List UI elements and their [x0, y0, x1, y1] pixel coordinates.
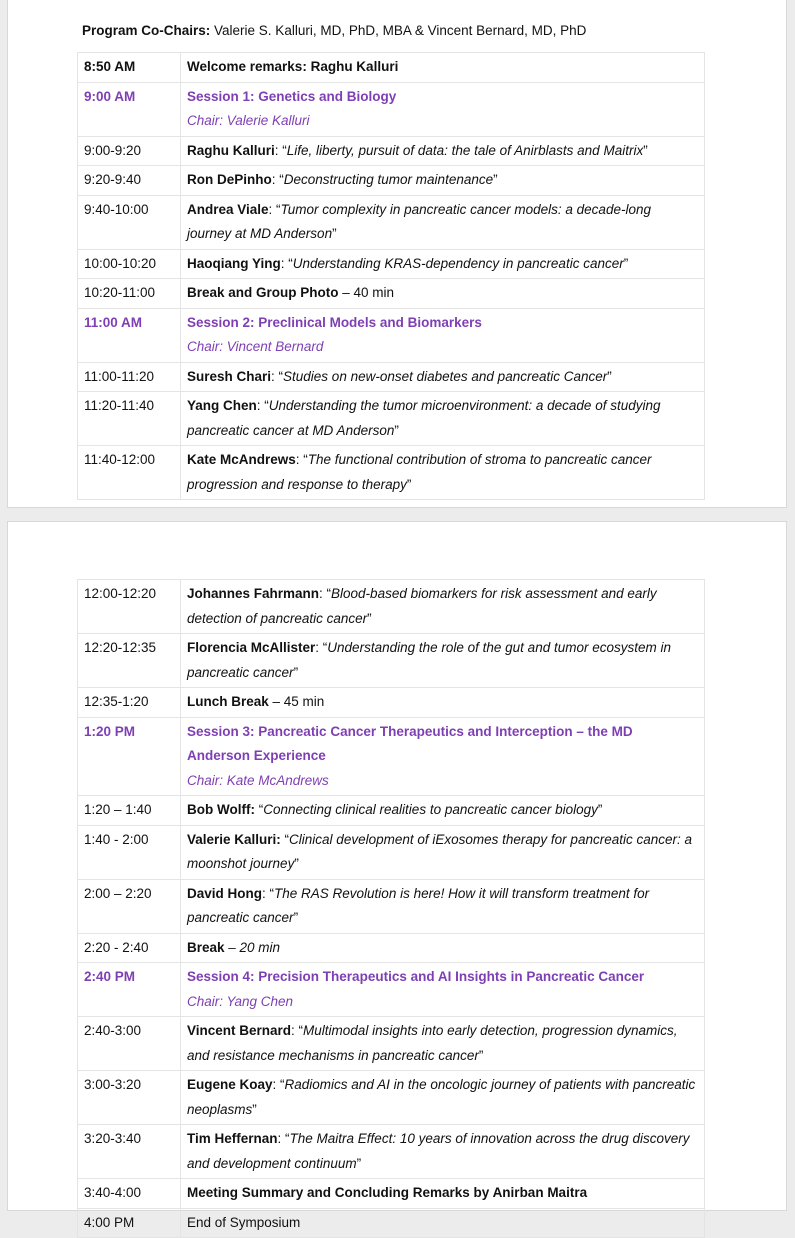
- session-row: [78, 717, 705, 796]
- speaker-name: David Hong: [187, 885, 263, 901]
- speaker-name: Lunch Break: [187, 694, 269, 709]
- time-cell: 10:00-10:20: [78, 249, 181, 279]
- description-cell: [181, 963, 705, 1017]
- page-1: [7, 0, 787, 508]
- time-cell: 11:40-12:00: [78, 446, 181, 500]
- session-row: [78, 963, 705, 1017]
- time-cell: 1:40 - 2:00: [78, 825, 181, 879]
- description-cell: [181, 82, 705, 136]
- table-row: [78, 446, 705, 500]
- speaker-name: Break and Group Photo: [187, 285, 339, 300]
- time-cell: 10:20-11:00: [78, 279, 181, 309]
- session-title: Session 3: Pancreatic Cancer Therapeutics and Interception – the MD Anderson Experience: [187, 723, 633, 763]
- time-cell: 12:00-12:20: [78, 580, 181, 634]
- time-cell: 2:40-3:00: [78, 1017, 181, 1071]
- talk-title: The functional contribution of stroma to pancreatic cancer progression and response to therapy: [187, 452, 652, 492]
- description-cell: [181, 1125, 705, 1179]
- co-chairs-names: Valerie S. Kalluri, MD, PhD, MBA & Vincent Bernard, MD, PhD: [210, 23, 587, 38]
- table-row: [78, 136, 705, 166]
- schedule-table-page-1: [77, 52, 705, 500]
- description-cell: [181, 392, 705, 446]
- time-cell: 2:40 PM: [78, 963, 181, 1017]
- duration-note: – 45 min: [268, 694, 325, 709]
- speaker-name: Andrea Viale: [187, 201, 269, 217]
- description-cell: [181, 717, 705, 796]
- table-row: [78, 166, 705, 196]
- time-cell: 8:50 AM: [78, 53, 181, 83]
- quote-open: : “: [271, 172, 284, 187]
- session-chair: Chair: Yang Chen: [187, 993, 294, 1009]
- speaker-name: Yang Chen: [187, 398, 257, 413]
- table-row: [78, 1179, 705, 1209]
- quote-close: ”: [367, 610, 372, 626]
- speaker-name: Tim Heffernan: [187, 1131, 278, 1146]
- time-cell: 11:00-11:20: [78, 362, 181, 392]
- quote-open: “: [280, 831, 290, 847]
- speaker-name: Haoqiang Ying: [187, 255, 281, 271]
- session-row: [78, 308, 705, 362]
- time-cell: 9:00 AM: [78, 82, 181, 136]
- description-cell: [181, 688, 705, 718]
- talk-title: Tumor complexity in pancreatic cancer models: a decade-long journey at MD Anderson: [187, 201, 651, 241]
- description-cell: [181, 195, 705, 249]
- description-cell: [181, 1017, 705, 1071]
- table-row: [78, 1071, 705, 1125]
- time-cell: 11:20-11:40: [78, 392, 181, 446]
- table-row: [78, 362, 705, 392]
- speaker-name: Meeting Summary and Concluding Remarks by Anirban Maitra: [187, 1185, 588, 1200]
- quote-close: ”: [356, 1155, 362, 1171]
- talk-title: Clinical development of iExosomes therapy for pancreatic cancer: a moonshot journey: [187, 831, 692, 871]
- table-row: [78, 688, 705, 718]
- table-row: [78, 249, 705, 279]
- quote-close: ”: [293, 664, 299, 680]
- quote-close: ”: [293, 910, 299, 925]
- time-cell: 9:20-9:40: [78, 166, 181, 196]
- duration-note: – 40 min: [338, 285, 395, 300]
- table-row: [78, 825, 705, 879]
- quote-close: ”: [623, 255, 629, 271]
- speaker-name: Bob Wolff:: [187, 802, 255, 817]
- quote-close: ”: [607, 368, 612, 384]
- time-cell: 4:00 PM: [78, 1208, 181, 1238]
- time-cell: 3:00-3:20: [78, 1071, 181, 1125]
- quote-close: ”: [394, 422, 399, 438]
- description-cell: [181, 634, 705, 688]
- description-cell: [181, 879, 705, 933]
- co-chairs-label: Program Co-Chairs:: [82, 23, 211, 38]
- speaker-name: Suresh Chari: [187, 368, 272, 384]
- time-cell: 1:20 – 1:40: [78, 796, 181, 826]
- description-cell: [181, 1208, 705, 1238]
- time-cell: 1:20 PM: [78, 717, 181, 796]
- time-cell: 9:00-9:20: [78, 136, 181, 166]
- table-row: [78, 392, 705, 446]
- quote-close: ”: [332, 226, 337, 241]
- session-chair: Chair: Kate McAndrews: [187, 772, 329, 788]
- program-co-chairs: [82, 20, 586, 42]
- quote-open: : “: [272, 1077, 285, 1092]
- description-cell: [181, 825, 705, 879]
- talk-title: Deconstructing tumor maintenance: [283, 172, 494, 187]
- description-cell: [181, 446, 705, 500]
- description-cell: [181, 1071, 705, 1125]
- quote-open: : “: [315, 640, 328, 655]
- table-row: [78, 933, 705, 963]
- speaker-name: Valerie Kalluri:: [187, 831, 281, 847]
- talk-title: The RAS Revolution is here! How it will transform treatment for pancreatic cancer: [187, 885, 650, 925]
- quote-open: : “: [295, 452, 308, 467]
- description-cell: [181, 933, 705, 963]
- quote-open: : “: [274, 142, 287, 158]
- quote-open: : “: [268, 201, 281, 217]
- talk-title: Life, liberty, pursuit of data: the tale of Anirblasts and Maitrix: [286, 142, 644, 158]
- description-cell: [181, 249, 705, 279]
- description-cell: [181, 53, 705, 83]
- time-cell: 3:40-4:00: [78, 1179, 181, 1209]
- talk-title: Radiomics and AI in the oncologic journey of patients with pancreatic neoplasms: [187, 1077, 696, 1117]
- table-row: [78, 1125, 705, 1179]
- speaker-name: Raghu Kalluri: [187, 142, 275, 158]
- table-row: [78, 879, 705, 933]
- session-chair: Chair: Vincent Bernard: [187, 339, 324, 354]
- time-cell: 12:20-12:35: [78, 634, 181, 688]
- table-row: [78, 580, 705, 634]
- quote-close: ”: [493, 172, 498, 187]
- table-row: [78, 796, 705, 826]
- quote-open: : “: [319, 586, 332, 601]
- description-cell: [181, 166, 705, 196]
- quote-close: ”: [478, 1047, 484, 1063]
- description-cell: [181, 136, 705, 166]
- quote-close: ”: [294, 856, 299, 871]
- talk-title: Blood-based biomarkers for risk assessment and early detection of pancreatic cancer: [187, 586, 657, 626]
- speaker-name: Break: [187, 939, 225, 955]
- quote-open: : “: [291, 1023, 304, 1038]
- quote-close: ”: [597, 802, 603, 817]
- speaker-name: Kate McAndrews: [187, 452, 296, 467]
- talk-title: Multimodal insights into early detection, progression dynamics, and resistance mechanisms in pancreatic cancer: [187, 1023, 678, 1063]
- time-cell: 2:20 - 2:40: [78, 933, 181, 963]
- speaker-name: Ron DePinho: [187, 172, 272, 187]
- description-cell: [181, 362, 705, 392]
- time-cell: 11:00 AM: [78, 308, 181, 362]
- duration-note: – 20 min: [224, 939, 281, 955]
- time-cell: 9:40-10:00: [78, 195, 181, 249]
- speaker-name: Florencia McAllister: [187, 640, 316, 655]
- quote-close: ”: [252, 1101, 257, 1117]
- quote-close: ”: [406, 476, 412, 492]
- page-2: [7, 521, 787, 1230]
- description-cell: [181, 1179, 705, 1209]
- table-row: [78, 634, 705, 688]
- plain-text: End of Symposium: [187, 1214, 301, 1230]
- description-cell: [181, 308, 705, 362]
- description-cell: [181, 796, 705, 826]
- session-title: Session 2: Preclinical Models and Biomarkers: [187, 314, 482, 330]
- quote-open: : “: [280, 255, 293, 271]
- talk-title: Studies on new-onset diabetes and pancreatic Cancer: [283, 368, 608, 384]
- quote-open: : “: [271, 368, 284, 384]
- talk-title: The Maitra Effect: 10 years of innovation across the drug discovery and development continuum: [187, 1131, 690, 1171]
- time-cell: 3:20-3:40: [78, 1125, 181, 1179]
- talk-title: Understanding KRAS-dependency in pancreatic cancer: [292, 255, 624, 271]
- quote-open: “: [254, 802, 264, 817]
- time-cell: 2:00 – 2:20: [78, 879, 181, 933]
- session-title: Session 4: Precision Therapeutics and AI Insights in Pancreatic Cancer: [187, 969, 645, 984]
- quote-open: : “: [277, 1131, 290, 1146]
- session-row: [78, 82, 705, 136]
- speaker-name: Eugene Koay: [187, 1077, 273, 1092]
- session-title: Session 1: Genetics and Biology: [187, 88, 397, 104]
- talk-title: Connecting clinical realities to pancreatic cancer biology: [263, 802, 598, 817]
- table-row: [78, 1017, 705, 1071]
- table-row: [78, 195, 705, 249]
- table-row: [78, 279, 705, 309]
- speaker-name: Johannes Fahrmann: [187, 586, 320, 601]
- quote-open: : “: [256, 398, 269, 413]
- talk-title: Understanding the tumor microenvironment: a decade of studying pancreatic cancer at MD Anderson: [187, 398, 661, 438]
- schedule-table-page-2: [77, 579, 705, 1238]
- table-row: [78, 1208, 705, 1238]
- talk-title: Understanding the role of the gut and tumor ecosystem in pancreatic cancer: [187, 640, 671, 680]
- table-row: [78, 53, 705, 83]
- description-cell: [181, 580, 705, 634]
- quote-open: : “: [262, 885, 275, 901]
- quote-close: ”: [643, 142, 648, 158]
- description-cell: [181, 279, 705, 309]
- session-chair: Chair: Valerie Kalluri: [187, 113, 310, 128]
- speaker-name: Welcome remarks: Raghu Kalluri: [187, 59, 399, 74]
- time-cell: 12:35-1:20: [78, 688, 181, 718]
- speaker-name: Vincent Bernard: [187, 1023, 292, 1038]
